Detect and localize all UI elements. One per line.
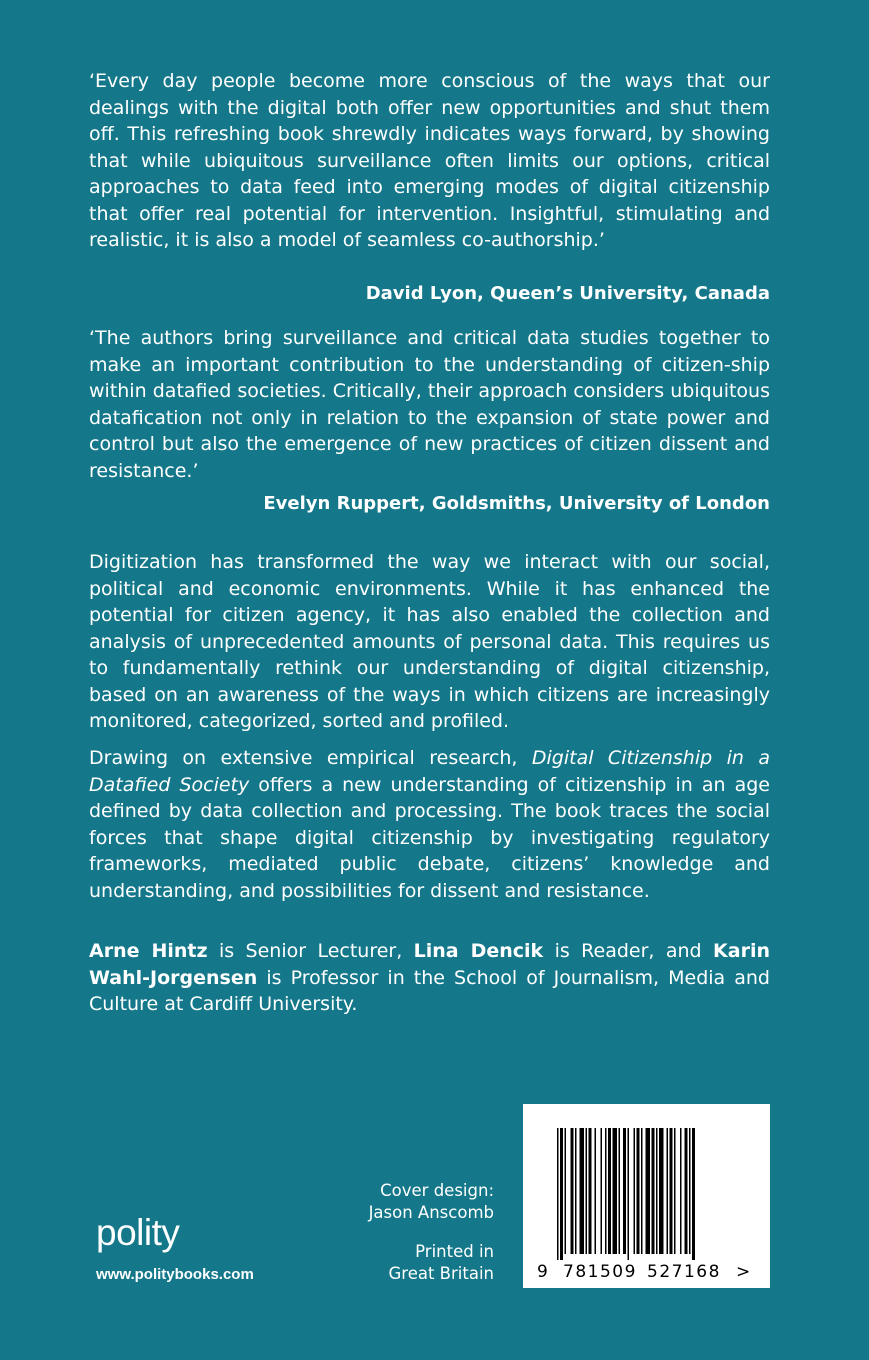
publisher-logo: polity	[96, 1212, 180, 1253]
blurb-paragraph-1-text: Digitization has transformed the way we interact with our social, political and economic environments. While it has enhanced the potential for citizen agency, it has also enabled the collection and analysis of unprecedented amounts of personal data. This requires us to fundamentally rethink our understanding of digital citizenship, based on an awareness of the ways in which citizens are increasingly monitored, categorized, sorted and profiled.	[89, 551, 770, 732]
barcode-bar	[619, 1128, 621, 1254]
blurb-paragraph-2-text	[89, 745, 770, 904]
barcode-bars	[557, 1128, 695, 1260]
book-title: Digital Citizenship in a Datafied Society	[89, 747, 770, 796]
barcode-bar	[628, 1128, 630, 1260]
barcode-bar	[571, 1128, 574, 1254]
author-name-3: Karin Wahl-Jorgensen	[89, 940, 770, 989]
barcode-bar	[637, 1128, 640, 1254]
barcode-bar	[685, 1128, 688, 1254]
cover-design-label: Cover design:	[380, 1181, 494, 1200]
isbn-barcode	[523, 1104, 770, 1288]
review-quote-2-text: ‘The authors bring surveillance and critical data studies together to make an important contribution to the understanding of citizen-ship within datafied societies. Critically, their approach considers ubiquitous datafication not only in relation to the expansion of state power and control but also the emergence of new practices of citizen dissent and resistance.’	[89, 327, 770, 482]
barcode-first-digit: 9	[537, 1262, 548, 1282]
barcode-bar	[656, 1128, 658, 1254]
blurb-rest: offers a new understanding of citizenship in an age defined by data collection and processing. The book traces the social forces that shape digital citizenship by investigating regulatory frameworks, mediated public debate, citizens’ knowledge and understanding, and possibilities for dissent and resistance.	[89, 773, 770, 902]
barcode-bar	[634, 1128, 636, 1254]
author-bio-text	[89, 938, 770, 1018]
barcode-bar	[565, 1128, 567, 1254]
publisher-url: www.politybooks.com	[96, 1266, 254, 1283]
barcode-group-1: 781509	[563, 1262, 637, 1282]
barcode-bar	[601, 1128, 603, 1254]
printed-country: Great Britain	[388, 1264, 494, 1283]
cover-credits	[369, 1180, 494, 1285]
barcode-bar	[580, 1128, 585, 1254]
author-name-1: Arne Hintz	[89, 940, 208, 962]
barcode-bar	[557, 1128, 559, 1260]
barcode-bar	[623, 1128, 626, 1254]
barcode-graphic	[523, 1104, 770, 1288]
blurb-lead: Drawing on extensive empirical research,	[89, 747, 532, 769]
barcode-bar	[667, 1128, 669, 1254]
barcode-bar	[589, 1128, 592, 1254]
barcode-bar	[575, 1128, 577, 1254]
barcode-group-2: 527168	[647, 1262, 721, 1282]
barcode-bar	[680, 1128, 682, 1254]
review-author-2	[89, 491, 770, 517]
bio-text-2: is Reader, and	[543, 940, 714, 962]
barcode-bar	[674, 1128, 676, 1254]
barcode-bar	[608, 1128, 611, 1254]
barcode-bar	[646, 1128, 651, 1254]
barcode-bar	[586, 1128, 588, 1254]
author-name-2: Lina Dencik	[413, 940, 544, 962]
barcode-bar	[641, 1128, 643, 1254]
barcode-bar	[613, 1128, 618, 1254]
barcode-bar	[605, 1128, 607, 1254]
barcode-bar	[670, 1128, 673, 1254]
review-quote-1	[89, 68, 770, 254]
blurb-paragraph-1	[89, 549, 770, 735]
barcode-bar	[652, 1128, 655, 1254]
barcode-quiet-mark: >	[736, 1262, 751, 1282]
bio-text-1: is Senior Lecturer,	[207, 940, 414, 962]
barcode-bar	[595, 1128, 597, 1254]
bio-text-3: is Professor in the School of Journalism, Media and Culture at Cardiff University.	[89, 966, 770, 1015]
author-bio	[89, 938, 770, 1018]
cover-designer: Jason Anscomb	[368, 1203, 494, 1222]
barcode-bar	[689, 1128, 691, 1254]
review-author-1	[89, 281, 770, 307]
blurb-paragraph-2	[89, 745, 770, 904]
review-quote-2	[89, 325, 770, 484]
barcode-bar	[692, 1128, 695, 1260]
review-author-1-text: David Lyon, Queen’s University, Canada	[365, 283, 770, 304]
printed-label: Printed in	[415, 1242, 494, 1261]
review-author-2-text: Evelyn Ruppert, Goldsmiths, University of London	[263, 493, 770, 514]
review-quote-1-text: ‘Every day people become more conscious of the ways that our dealings with the digital both offer new opportunities and shut them off. This refreshing book shrewdly indicates ways forward, by showing that while ubiquitous surveillance often limits our options, critical approaches to data feed into emerging modes of digital citizenship that offer real potential for intervention. Insightful, stimulating and realistic, it is also a model of seamless co-authorship.’	[89, 70, 770, 251]
barcode-bar	[560, 1128, 563, 1260]
barcode-bar	[659, 1128, 664, 1254]
